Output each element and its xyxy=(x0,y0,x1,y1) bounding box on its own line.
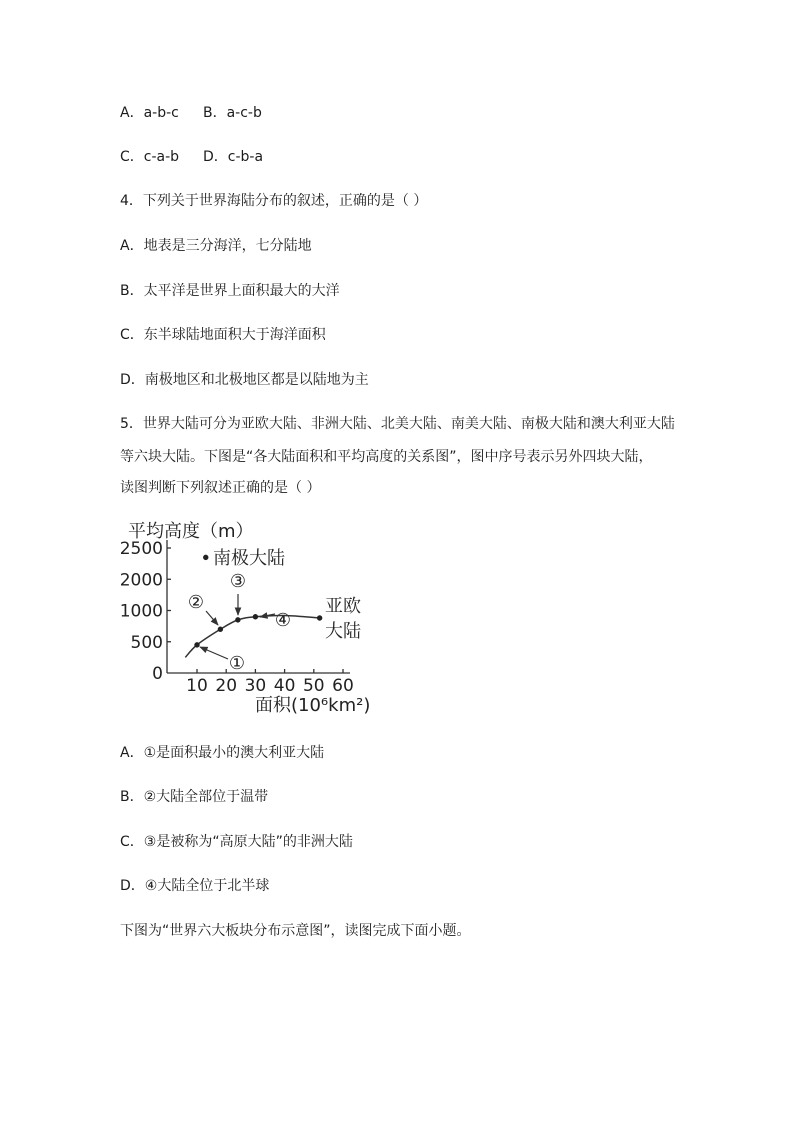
q5-option-d: D．④大陆全位于北半球 xyxy=(120,878,270,894)
point-label-4: ④ xyxy=(274,610,292,631)
q3-option-c: C．c-a-b xyxy=(120,149,180,165)
point-label-3: ③ xyxy=(229,571,247,592)
point-label-1: ① xyxy=(228,653,246,674)
point-label-2: ② xyxy=(187,592,205,613)
point-label-eurasia-line-2: 大陆 xyxy=(325,621,361,642)
q5-stem-line-3: 读图判断下列叙述正确的是（ ） xyxy=(120,480,321,496)
q4-option-c: C．东半球陆地面积大于海洋面积 xyxy=(120,327,326,343)
q4-option-d: D．南极地区和北极地区都是以陆地为主 xyxy=(120,372,369,388)
q4-option-a: A．地表是三分海洋，七分陆地 xyxy=(120,238,312,254)
point-label-antarctica: 南极大陆 xyxy=(213,548,285,569)
q5-stem-line-1: 5．世界大陆可分为亚欧大陆、非洲大陆、北美大陆、南美大陆、南极大陆和澳大利亚大陆 xyxy=(120,416,675,432)
y-tick-label-1000: 1000 xyxy=(119,601,163,622)
q4-option-b: B．太平洋是世界上面积最大的大洋 xyxy=(120,283,340,299)
chart-title: 平均高度（m） xyxy=(128,521,254,542)
point-label-eurasia-line-1: 亚欧 xyxy=(325,596,361,617)
x-tick-label-30: 30 xyxy=(244,676,267,696)
q3-option-b: B．a-c-b xyxy=(203,105,262,121)
q4-stem: 4．下列关于世界海陆分布的叙述，正确的是（ ） xyxy=(120,193,428,209)
q3-option-a: A．a-b-c xyxy=(120,105,179,121)
q5-option-b: B．②大陆全部位于温带 xyxy=(120,789,269,805)
x-tick-label-50: 50 xyxy=(302,676,325,696)
chart-point-5 xyxy=(317,615,322,620)
chart-point-1 xyxy=(194,642,199,647)
next-figure-note: 下图为“世界六大板块分布示意图”，读图完成下面小题。 xyxy=(120,923,471,939)
chart-point-3 xyxy=(235,617,240,622)
x-tick-label-10: 10 xyxy=(186,676,208,696)
q3-option-d: D．c-b-a xyxy=(203,149,264,165)
q5-option-a: A．①是面积最小的澳大利亚大陆 xyxy=(120,745,325,761)
x-tick-label-40: 40 xyxy=(273,676,296,696)
area-elevation-curve xyxy=(185,615,319,657)
x-tick-label-60: 60 xyxy=(332,676,354,696)
chart-point-2 xyxy=(218,627,223,632)
q5-stem-line-2: 等六块大陆。下图是“各大陆面积和平均高度的关系图”，图中序号表示另外四块大陆， xyxy=(120,449,653,465)
y-tick-label-2000: 2000 xyxy=(119,570,163,591)
continent-area-elevation-chart xyxy=(110,512,370,720)
arrow-point-2 xyxy=(206,611,218,625)
chart-point-4 xyxy=(253,614,258,619)
q5-option-c: C．③是被称为“高原大陆”的非洲大陆 xyxy=(120,834,353,850)
y-tick-label-500: 500 xyxy=(130,632,163,653)
arrow-point-1 xyxy=(200,647,228,659)
x-axis-label: 面积(10⁶km²) xyxy=(255,695,371,716)
y-tick-label-2500: 2500 xyxy=(119,539,163,559)
chart-point-0 xyxy=(203,555,208,560)
x-tick-label-20: 20 xyxy=(215,676,238,696)
y-tick-label-0: 0 xyxy=(152,664,163,684)
